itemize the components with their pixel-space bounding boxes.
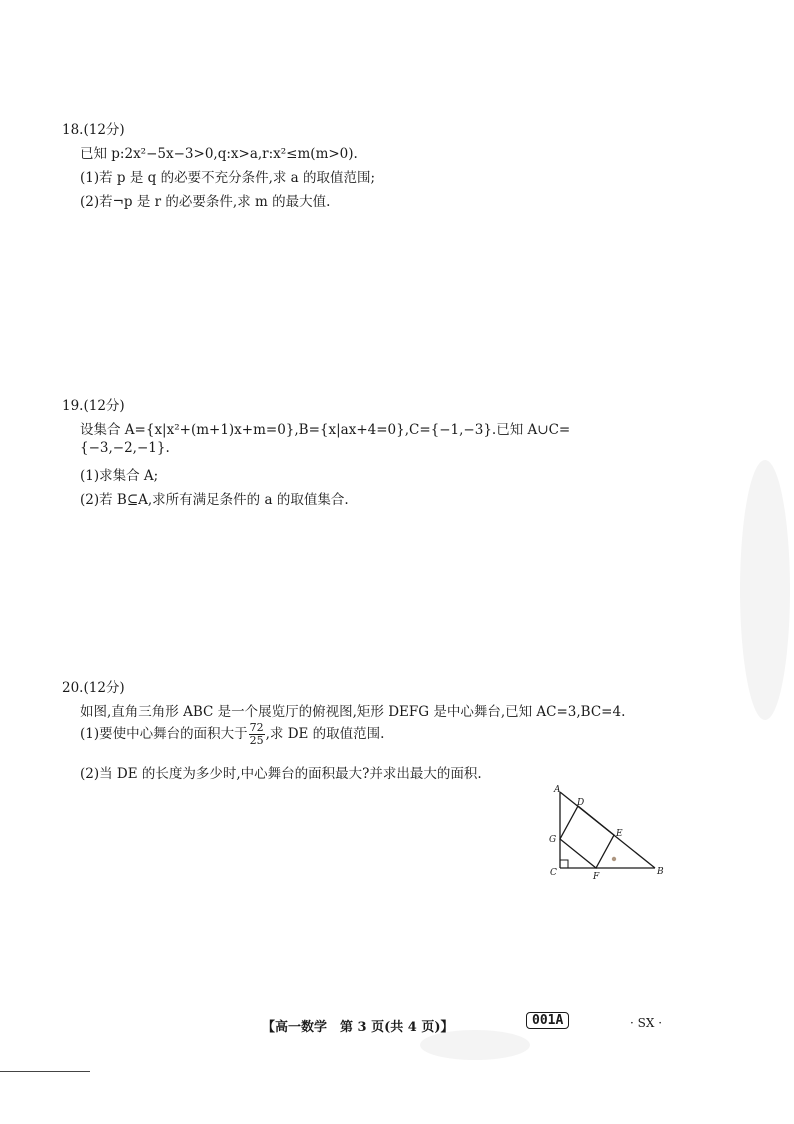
q20-part1-text-end: ,求 DE 的取值范围. [265, 726, 385, 742]
q20-condition: 如图,直角三角形 ABC 是一个展览厅的俯视图,矩形 DEFG 是中心舞台,已知 AC=3,BC=4. [80, 704, 626, 720]
label-d: D [577, 798, 585, 808]
triangle-figure [540, 780, 680, 890]
q20-fraction [249, 722, 265, 746]
scan-smudge [420, 1030, 530, 1060]
q18-condition: 已知 p:2x²−5x−3>0,q:x>a,r:x²≤m(m>0). [80, 146, 358, 162]
q18-part1: (1)若 p 是 q 的必要不充分条件,求 a 的取值范围; [80, 170, 376, 186]
right-angle-mark [560, 860, 568, 868]
label-b: B [657, 867, 664, 877]
label-a: A [554, 785, 561, 795]
q19-part1: (1)求集合 A; [80, 468, 159, 484]
scan-smudge [740, 460, 790, 720]
q20-part1-text-start: (1)要使中心舞台的面积大于 [80, 726, 248, 742]
q18-part2: (2)若¬p 是 r 的必要条件,求 m 的最大值. [80, 194, 331, 210]
q20-heading: 20.(12分) [62, 680, 125, 696]
q18-heading: 18.(12分) [62, 122, 125, 138]
q19-part2: (2)若 B⊆A,求所有满足条件的 a 的取值集合. [80, 492, 349, 508]
paper-code-badge: 001A [526, 1012, 569, 1029]
page-footer: 【高一数学 第 3 页(共 4 页)】 [262, 1020, 454, 1035]
q20-part2: (2)当 DE 的长度为多少时,中心舞台的面积最大?并求出最大的面积. [80, 766, 482, 782]
rectangle-defg [560, 806, 614, 868]
label-e: E [616, 829, 623, 839]
label-g: G [549, 835, 557, 845]
scan-speck [612, 857, 616, 861]
q20-part1 [80, 722, 384, 747]
q19-condition: 设集合 A={x|x²+(m+1)x+m=0},B={x|ax+4=0},C={−1,−3}.已知 A∪C= [80, 422, 571, 438]
scan-artifact-line [0, 1071, 90, 1072]
fraction-denominator: 25 [249, 734, 264, 747]
fraction-numerator: 72 [249, 721, 264, 735]
q19-heading: 19.(12分) [62, 398, 125, 414]
label-c: C [550, 868, 557, 878]
q19-condition-cont: {−3,−2,−1}. [80, 440, 170, 456]
region-mark: · SX · [630, 1016, 663, 1030]
label-f: F [593, 872, 600, 882]
